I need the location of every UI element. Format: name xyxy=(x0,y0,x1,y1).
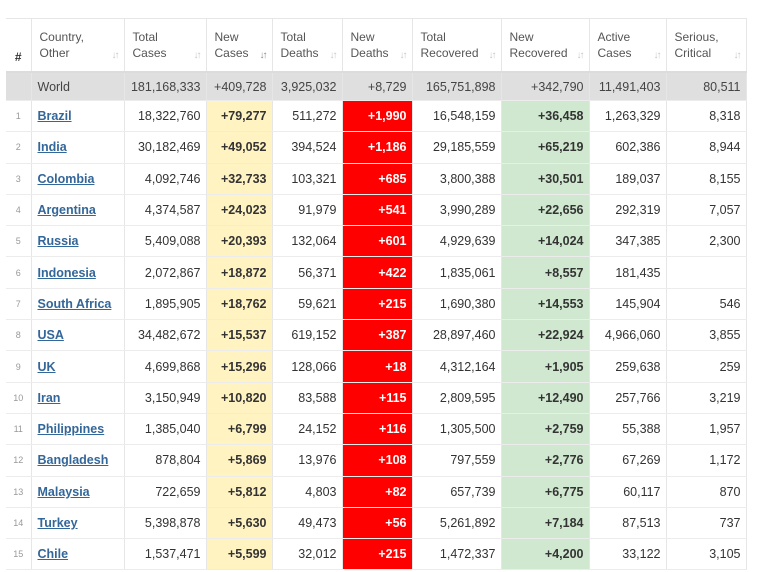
header-label-line1: New xyxy=(509,30,534,44)
cell-new-recovered: +2,759 xyxy=(501,413,589,444)
cell-total-deaths: 91,979 xyxy=(272,194,342,225)
sort-arrows-icon[interactable]: ↓↑ xyxy=(399,50,406,61)
cell-total-recovered: 1,472,337 xyxy=(412,539,501,570)
cell-total-deaths: 24,152 xyxy=(272,413,342,444)
country-cell xyxy=(31,226,124,257)
column-header-new-cases[interactable] xyxy=(206,19,272,73)
cell-serious-critical: 1,957 xyxy=(666,413,746,444)
table-row xyxy=(6,226,746,257)
cell-active-cases: 1,263,329 xyxy=(589,101,666,132)
country-cell xyxy=(31,351,124,382)
cell-new-deaths: +56 xyxy=(342,507,412,538)
sort-arrows-icon[interactable]: ↓↑ xyxy=(488,50,495,61)
cell-new-recovered: +1,905 xyxy=(501,351,589,382)
cell-total-cases: 4,092,746 xyxy=(124,163,206,194)
country-cell xyxy=(31,476,124,507)
cell-new-cases: +32,733 xyxy=(206,163,272,194)
country-cell xyxy=(31,382,124,413)
cell-new-recovered: +4,200 xyxy=(501,539,589,570)
country-link[interactable]: Russia xyxy=(37,234,79,249)
cell-new-cases: +10,820 xyxy=(206,382,272,413)
column-header-active-cases[interactable] xyxy=(589,19,666,73)
cell-new-recovered: +14,024 xyxy=(501,226,589,257)
cell-active-cases: 33,122 xyxy=(589,539,666,570)
country-cell xyxy=(31,320,124,351)
row-index: 6 xyxy=(6,257,31,288)
row-index: 7 xyxy=(6,288,31,319)
column-header-serious-critical[interactable] xyxy=(666,19,746,73)
cell-total-deaths: 4,803 xyxy=(272,476,342,507)
country-link[interactable]: Colombia xyxy=(37,171,95,186)
cell-new-cases: +409,728 xyxy=(206,72,272,101)
header-label-line2: Cases xyxy=(597,46,632,60)
cell-new-deaths: +1,186 xyxy=(342,132,412,163)
cell-new-cases: +15,296 xyxy=(206,351,272,382)
row-index: 2 xyxy=(6,132,31,163)
row-index: 5 xyxy=(6,226,31,257)
header-label-line1: Total xyxy=(280,30,306,44)
table-row xyxy=(6,382,746,413)
cell-serious-critical: 3,855 xyxy=(666,320,746,351)
cell-total-deaths: 49,473 xyxy=(272,507,342,538)
country-link[interactable]: Bangladesh xyxy=(37,453,109,468)
table-row xyxy=(6,194,746,225)
cell-active-cases: 55,388 xyxy=(589,413,666,444)
cell-new-cases: +79,277 xyxy=(206,101,272,132)
cell-total-recovered: 4,312,164 xyxy=(412,351,501,382)
cell-new-cases: +6,799 xyxy=(206,413,272,444)
header-label-line2: Cases xyxy=(132,46,167,60)
country-link[interactable]: Chile xyxy=(37,547,69,562)
cell-new-recovered: +8,557 xyxy=(501,257,589,288)
cell-active-cases: 4,966,060 xyxy=(589,320,666,351)
cell-active-cases: 87,513 xyxy=(589,507,666,538)
country-link[interactable]: Argentina xyxy=(37,203,96,218)
row-index: 12 xyxy=(6,445,31,476)
cell-total-recovered: 3,990,289 xyxy=(412,194,501,225)
cell-new-deaths: +541 xyxy=(342,194,412,225)
cell-new-deaths: +116 xyxy=(342,413,412,444)
row-index: 10 xyxy=(6,382,31,413)
cell-new-recovered: +30,501 xyxy=(501,163,589,194)
country-link[interactable]: Iran xyxy=(37,390,61,405)
cell-new-recovered: +36,458 xyxy=(501,101,589,132)
sort-arrows-icon[interactable]: ↓↑ xyxy=(733,50,740,61)
row-index: 3 xyxy=(6,163,31,194)
table-row xyxy=(6,476,746,507)
table-row xyxy=(6,539,746,570)
cell-new-cases: +15,537 xyxy=(206,320,272,351)
country-link[interactable]: USA xyxy=(37,328,64,343)
cell-total-recovered: 797,559 xyxy=(412,445,501,476)
cell-total-cases: 4,374,587 xyxy=(124,194,206,225)
cell-new-cases: +18,872 xyxy=(206,257,272,288)
covid-stats-table xyxy=(6,18,747,570)
cell-active-cases: 259,638 xyxy=(589,351,666,382)
cell-total-deaths: 3,925,032 xyxy=(272,72,342,101)
country-link[interactable]: Indonesia xyxy=(37,265,96,280)
country-cell xyxy=(31,413,124,444)
header-label: # xyxy=(14,50,22,64)
cell-total-cases: 1,537,471 xyxy=(124,539,206,570)
cell-active-cases: 11,491,403 xyxy=(589,72,666,101)
country-cell xyxy=(31,445,124,476)
cell-new-cases: +20,393 xyxy=(206,226,272,257)
cell-total-recovered: 3,800,388 xyxy=(412,163,501,194)
table-row xyxy=(6,413,746,444)
sort-arrows-icon[interactable]: ↓↑ xyxy=(193,50,200,61)
cell-new-recovered: +342,790 xyxy=(501,72,589,101)
country-link[interactable]: India xyxy=(37,140,67,155)
cell-total-cases: 34,482,672 xyxy=(124,320,206,351)
cell-new-cases: +24,023 xyxy=(206,194,272,225)
cell-total-deaths: 619,152 xyxy=(272,320,342,351)
cell-new-recovered: +65,219 xyxy=(501,132,589,163)
country-cell xyxy=(31,288,124,319)
sort-arrows-icon[interactable]: ↓↑ xyxy=(653,50,660,61)
row-index: 1 xyxy=(6,101,31,132)
cell-total-recovered: 4,929,639 xyxy=(412,226,501,257)
cell-serious-critical: 546 xyxy=(666,288,746,319)
country-link[interactable]: Philippines xyxy=(37,422,105,437)
row-index: 15 xyxy=(6,539,31,570)
country-cell xyxy=(31,132,124,163)
cell-total-deaths: 56,371 xyxy=(272,257,342,288)
country-name: World xyxy=(31,72,124,101)
cell-new-cases: +5,599 xyxy=(206,539,272,570)
cell-total-cases: 5,398,878 xyxy=(124,507,206,538)
cell-new-recovered: +22,656 xyxy=(501,194,589,225)
country-cell xyxy=(31,507,124,538)
cell-total-deaths: 132,064 xyxy=(272,226,342,257)
cell-new-deaths: +215 xyxy=(342,288,412,319)
table-row xyxy=(6,163,746,194)
row-index: 9 xyxy=(6,351,31,382)
header-label-line1: Active xyxy=(597,30,631,44)
column-header-idx[interactable] xyxy=(6,19,31,73)
table-row xyxy=(6,101,746,132)
cell-new-deaths: +8,729 xyxy=(342,72,412,101)
header-label-line2: Critical xyxy=(674,46,712,60)
cell-active-cases: 257,766 xyxy=(589,382,666,413)
cell-active-cases: 292,319 xyxy=(589,194,666,225)
cell-total-cases: 181,168,333 xyxy=(124,72,206,101)
cell-total-deaths: 394,524 xyxy=(272,132,342,163)
header-row xyxy=(6,19,746,73)
cell-serious-critical: 8,944 xyxy=(666,132,746,163)
cell-active-cases: 347,385 xyxy=(589,226,666,257)
cell-serious-critical: 870 xyxy=(666,476,746,507)
cell-serious-critical: 2,300 xyxy=(666,226,746,257)
header-label-line2: Deaths xyxy=(350,46,389,60)
header-label-line1: New xyxy=(350,30,375,44)
row-index: 11 xyxy=(6,413,31,444)
cell-total-deaths: 13,976 xyxy=(272,445,342,476)
cell-total-deaths: 103,321 xyxy=(272,163,342,194)
header-label-line1: Total xyxy=(420,30,446,44)
country-cell xyxy=(31,101,124,132)
table-row xyxy=(6,445,746,476)
cell-total-recovered: 5,261,892 xyxy=(412,507,501,538)
cell-new-cases: +18,762 xyxy=(206,288,272,319)
header-label-line2: Cases xyxy=(214,46,249,60)
cell-active-cases: 145,904 xyxy=(589,288,666,319)
cell-serious-critical: 737 xyxy=(666,507,746,538)
cell-new-cases: +5,869 xyxy=(206,445,272,476)
header-label-line2: Recovered xyxy=(509,46,568,60)
country-cell xyxy=(31,257,124,288)
cell-total-cases: 18,322,760 xyxy=(124,101,206,132)
header-label-line1: New xyxy=(214,30,239,44)
cell-total-deaths: 83,588 xyxy=(272,382,342,413)
table-row xyxy=(6,351,746,382)
cell-new-cases: +49,052 xyxy=(206,132,272,163)
cell-total-cases: 5,409,088 xyxy=(124,226,206,257)
cell-total-deaths: 511,272 xyxy=(272,101,342,132)
cell-serious-critical: 3,219 xyxy=(666,382,746,413)
cell-new-deaths: +387 xyxy=(342,320,412,351)
cell-total-cases: 2,072,867 xyxy=(124,257,206,288)
country-link[interactable]: UK xyxy=(37,359,56,374)
cell-new-deaths: +82 xyxy=(342,476,412,507)
header-label-line1: Country, xyxy=(39,30,84,44)
header-label-line2: Recovered xyxy=(420,46,479,60)
column-header-total-deaths[interactable] xyxy=(272,19,342,73)
cell-new-recovered: +2,776 xyxy=(501,445,589,476)
world-total-row xyxy=(6,72,746,101)
column-header-total-recovered[interactable] xyxy=(412,19,501,73)
column-header-new-recovered[interactable] xyxy=(501,19,589,73)
sort-arrows-icon[interactable]: ↓↑ xyxy=(111,50,118,61)
table-body xyxy=(6,72,746,570)
cell-active-cases: 189,037 xyxy=(589,163,666,194)
cell-total-deaths: 59,621 xyxy=(272,288,342,319)
country-cell xyxy=(31,539,124,570)
column-header-country[interactable] xyxy=(31,19,124,73)
header-label-line1: Serious, xyxy=(674,30,719,44)
cell-active-cases: 67,269 xyxy=(589,445,666,476)
cell-total-cases: 4,699,868 xyxy=(124,351,206,382)
cell-total-cases: 30,182,469 xyxy=(124,132,206,163)
covid-table-container xyxy=(6,18,746,570)
cell-new-cases: +5,630 xyxy=(206,507,272,538)
cell-serious-critical: 259 xyxy=(666,351,746,382)
cell-total-recovered: 29,185,559 xyxy=(412,132,501,163)
row-index: 13 xyxy=(6,476,31,507)
column-header-new-deaths[interactable] xyxy=(342,19,412,73)
table-row xyxy=(6,132,746,163)
country-link[interactable]: Turkey xyxy=(37,516,78,530)
cell-total-recovered: 1,305,500 xyxy=(412,413,501,444)
cell-new-recovered: +22,924 xyxy=(501,320,589,351)
cell-total-cases: 1,895,905 xyxy=(124,288,206,319)
cell-new-deaths: +422 xyxy=(342,257,412,288)
sort-arrows-icon[interactable]: ↓↑ xyxy=(259,50,266,61)
cell-new-recovered: +12,490 xyxy=(501,382,589,413)
cell-active-cases: 60,117 xyxy=(589,476,666,507)
cell-active-cases: 602,386 xyxy=(589,132,666,163)
cell-total-recovered: 28,897,460 xyxy=(412,320,501,351)
cell-new-deaths: +108 xyxy=(342,445,412,476)
country-cell xyxy=(31,163,124,194)
cell-total-cases: 722,659 xyxy=(124,476,206,507)
cell-new-deaths: +685 xyxy=(342,163,412,194)
cell-serious-critical: 80,511 xyxy=(666,72,746,101)
cell-total-cases: 3,150,949 xyxy=(124,382,206,413)
cell-new-recovered: +14,553 xyxy=(501,288,589,319)
row-index: 4 xyxy=(6,194,31,225)
cell-active-cases: 181,435 xyxy=(589,257,666,288)
header-label-line1: Total xyxy=(132,30,158,44)
row-index: 8 xyxy=(6,320,31,351)
cell-new-deaths: +601 xyxy=(342,226,412,257)
cell-total-recovered: 165,751,898 xyxy=(412,72,501,101)
sort-arrows-icon[interactable]: ↓↑ xyxy=(329,50,336,61)
cell-new-deaths: +115 xyxy=(342,382,412,413)
cell-total-cases: 1,385,040 xyxy=(124,413,206,444)
cell-new-recovered: +7,184 xyxy=(501,507,589,538)
cell-new-deaths: +1,990 xyxy=(342,101,412,132)
table-row xyxy=(6,320,746,351)
row-index: 14 xyxy=(6,507,31,538)
cell-serious-critical xyxy=(666,257,746,288)
table-row xyxy=(6,257,746,288)
country-cell xyxy=(31,194,124,225)
cell-total-cases: 878,804 xyxy=(124,445,206,476)
country-link[interactable]: Malaysia xyxy=(37,484,90,499)
sort-arrows-icon[interactable]: ↓↑ xyxy=(576,50,583,61)
header-label-line2: Deaths xyxy=(280,46,319,60)
header-label-line2: Other xyxy=(39,46,70,60)
cell-total-deaths: 128,066 xyxy=(272,351,342,382)
cell-serious-critical: 3,105 xyxy=(666,539,746,570)
cell-total-recovered: 16,548,159 xyxy=(412,101,501,132)
cell-total-recovered: 1,690,380 xyxy=(412,288,501,319)
cell-total-recovered: 657,739 xyxy=(412,476,501,507)
country-link[interactable]: Brazil xyxy=(37,109,72,124)
cell-serious-critical: 8,318 xyxy=(666,101,746,132)
table-row xyxy=(6,288,746,319)
cell-serious-critical: 8,155 xyxy=(666,163,746,194)
cell-new-deaths: +18 xyxy=(342,351,412,382)
table-row xyxy=(6,507,746,538)
cell-new-recovered: +6,775 xyxy=(501,476,589,507)
cell-new-cases: +5,812 xyxy=(206,476,272,507)
row-index xyxy=(6,72,31,101)
cell-total-deaths: 32,012 xyxy=(272,539,342,570)
cell-total-recovered: 1,835,061 xyxy=(412,257,501,288)
cell-serious-critical: 1,172 xyxy=(666,445,746,476)
cell-total-recovered: 2,809,595 xyxy=(412,382,501,413)
cell-new-deaths: +215 xyxy=(342,539,412,570)
cell-serious-critical: 7,057 xyxy=(666,194,746,225)
country-link[interactable]: South Africa xyxy=(37,296,112,311)
column-header-total-cases[interactable] xyxy=(124,19,206,73)
